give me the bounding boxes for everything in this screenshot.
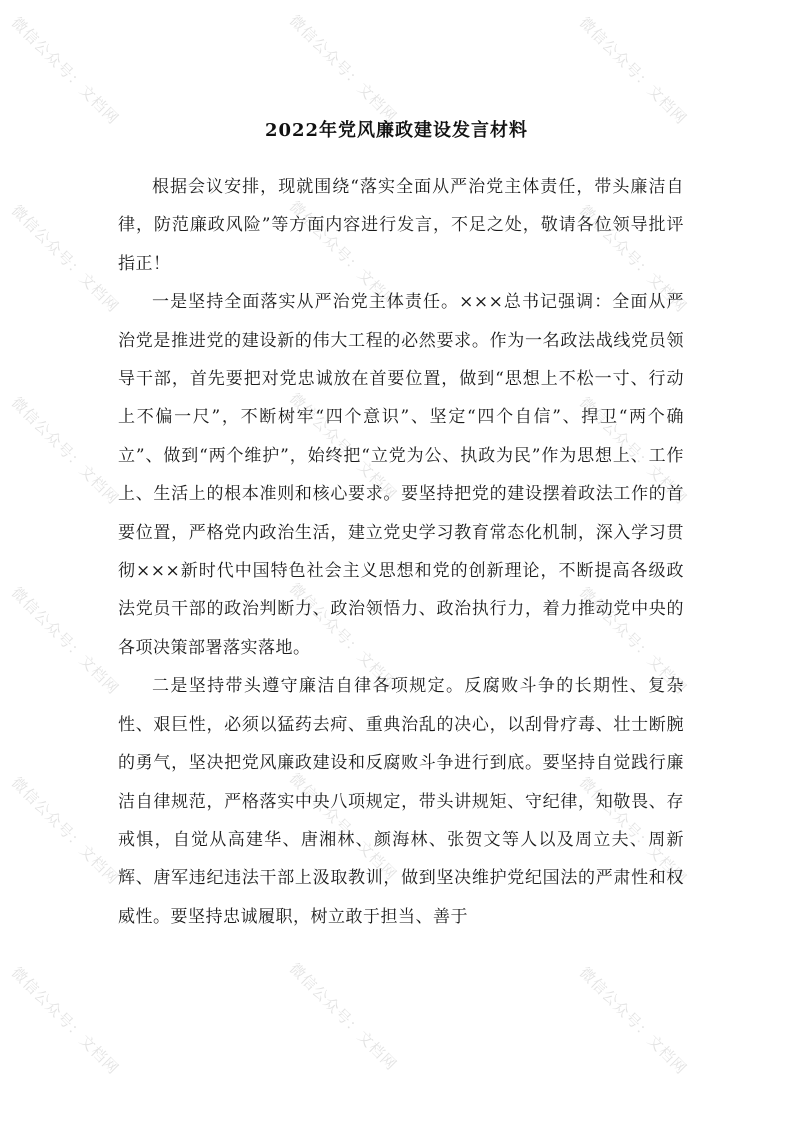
paragraph-point-one: 一是坚持全面落实从严治党主体责任。×××总书记强调：全面从严治党是推进党的建设新的伟大工程的必然要求。作为一名政法战线党员领导干部，首先要把对党忠诚放在首要位置，做到“思想上不松一寸、行动上不偏一尺”，不断树牢“四个意识”、坚定“四个自信”、捍卫“两个确立”、做到“两个维护”，始终把“立党为公、执政为民”作为思想上、工作上、生活上的根本准则和核心要求。要坚持把党的建设摆着政法工作的首要位置，严格党内政治生活，建立党史学习教育常态化机制，深入学习贯彻×××新时代中国特色社会主义思想和党的创新理论，不断提高各级政法党员干部的政治判断力、政治领悟力、政治执行力，着力推动党中央的各项决策部署落实落地。 bbox=[118, 292, 684, 658]
watermark-text: 微信公众号：文档网 bbox=[7, 393, 123, 508]
watermark-text: 微信公众号：文档网 bbox=[7, 963, 123, 1078]
watermark-text: 微信公众号：文档网 bbox=[575, 963, 691, 1078]
watermark-text: 微信公众号：文档网 bbox=[575, 773, 691, 888]
watermark-text: 微信公众号：文档网 bbox=[7, 583, 123, 698]
watermark-text: 微信公众号：文档网 bbox=[575, 583, 691, 698]
watermark-text: 微信公众号：文档网 bbox=[285, 197, 401, 312]
watermark-text: 微信公众号：文档网 bbox=[575, 13, 691, 128]
watermark-text: 微信公众号：文档网 bbox=[285, 11, 401, 126]
watermark-text: 微信公众号：文档网 bbox=[575, 393, 691, 508]
watermark-text: 微信公众号：文档网 bbox=[285, 959, 401, 1074]
document-body bbox=[118, 168, 684, 936]
watermark-text: 微信公众号：文档网 bbox=[7, 201, 123, 316]
watermark-text: 微信公众号：文档网 bbox=[285, 389, 401, 504]
watermark-text: 微信公众号：文档网 bbox=[285, 769, 401, 884]
watermark-text: 微信公众号：文档网 bbox=[575, 201, 691, 316]
watermark-text: 微信公众号：文档网 bbox=[7, 773, 123, 888]
document-title: 2022年党风廉政建设发言材料 bbox=[264, 120, 529, 141]
watermark-text: 微信公众号：文档网 bbox=[7, 13, 123, 128]
paragraph-intro: 根据会议安排，现就围绕“落实全面从严治党主体责任，带头廉洁自律，防范廉政风险”等方面内容进行发言，不足之处，敬请各位领导批评指正！ bbox=[118, 177, 684, 274]
watermark-text: 微信公众号：文档网 bbox=[285, 579, 401, 694]
paragraph-point-two: 二是坚持带头遵守廉洁自律各项规定。反腐败斗争的长期性、复杂性、艰巨性，必须以猛药去疴、重典治乱的决心，以刮骨疗毒、壮士断腕的勇气，坚决把党风廉政建设和反腐败斗争进行到底。要坚持自觉践行廉洁自律规范，严格落实中央八项规定，带头讲规矩、守纪律，知敬畏、存戒惧，自觉从高建华、唐湘林、颜海林、张贺文等人以及周立夫、周新辉、唐军违纪违法干部上汲取教训，做到坚决维护党纪国法的严肃性和权威性。要坚持忠诚履职，树立敢于担当、善于 bbox=[118, 676, 684, 927]
